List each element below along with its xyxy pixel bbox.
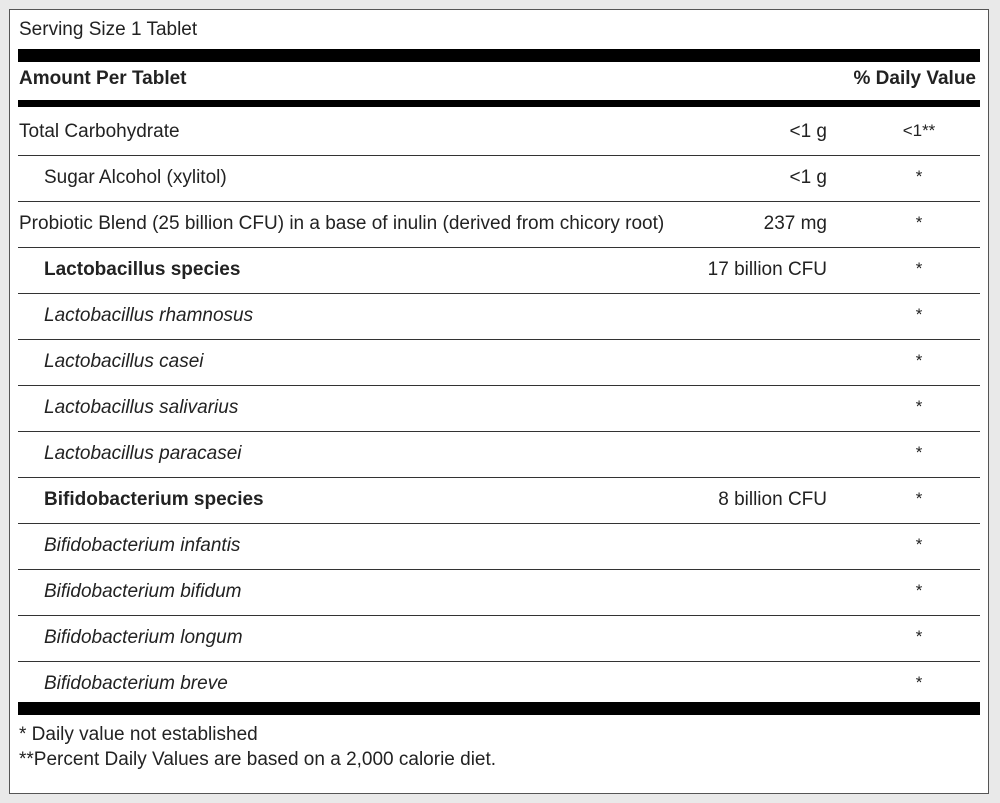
nutrient-daily-value: * bbox=[915, 673, 923, 692]
nutrient-name: Lactobacillus paracasei bbox=[44, 443, 242, 464]
nutrient-name: Bifidobacterium bifidum bbox=[44, 581, 242, 602]
nutrient-name: Lactobacillus salivarius bbox=[44, 397, 239, 418]
top-divider-bar bbox=[18, 49, 980, 62]
nutrient-amount: 17 billion CFU bbox=[707, 259, 827, 280]
footnote-calorie-diet: **Percent Daily Values are based on a 2,000 calorie diet. bbox=[19, 749, 497, 770]
table-row bbox=[18, 386, 980, 432]
table-row bbox=[18, 524, 980, 570]
nutrient-amount: 237 mg bbox=[763, 213, 827, 234]
nutrient-name: Probiotic Blend (25 billion CFU) in a base of inulin (derived from chicory root) bbox=[19, 213, 665, 234]
nutrient-name: Lactobacillus species bbox=[44, 259, 241, 280]
nutrient-amount: <1 g bbox=[789, 121, 827, 142]
footnotes bbox=[19, 722, 496, 772]
header-divider-bar bbox=[18, 100, 980, 107]
table-header bbox=[19, 67, 976, 97]
nutrient-name: Bifidobacterium infantis bbox=[44, 535, 241, 556]
nutrient-name: Total Carbohydrate bbox=[19, 121, 180, 142]
supplement-facts-panel bbox=[9, 9, 989, 794]
table-row bbox=[18, 156, 980, 202]
nutrient-daily-value: * bbox=[915, 167, 923, 186]
nutrient-daily-value: * bbox=[915, 259, 923, 278]
nutrient-daily-value: * bbox=[915, 489, 923, 508]
table-row bbox=[18, 570, 980, 616]
nutrient-daily-value: * bbox=[915, 443, 923, 462]
table-row bbox=[18, 432, 980, 478]
nutrient-daily-value: * bbox=[915, 213, 923, 232]
table-row bbox=[18, 248, 980, 294]
table-row bbox=[18, 202, 980, 248]
daily-value-header: % Daily Value bbox=[853, 68, 976, 89]
table-row bbox=[18, 616, 980, 662]
table-row bbox=[18, 478, 980, 524]
amount-per-tablet-header: Amount Per Tablet bbox=[19, 68, 187, 89]
nutrient-daily-value: * bbox=[915, 351, 923, 370]
table-row bbox=[18, 110, 980, 156]
nutrient-name: Bifidobacterium species bbox=[44, 489, 264, 510]
table-row bbox=[18, 340, 980, 386]
table-row bbox=[18, 294, 980, 340]
nutrient-daily-value: * bbox=[915, 305, 923, 324]
nutrient-daily-value: * bbox=[915, 581, 923, 600]
nutrient-daily-value: <1** bbox=[902, 121, 936, 140]
nutrient-name: Lactobacillus casei bbox=[44, 351, 204, 372]
nutrient-name: Lactobacillus rhamnosus bbox=[44, 305, 254, 326]
nutrient-rows bbox=[18, 110, 980, 708]
footnote-daily-value-not-established: * Daily value not established bbox=[19, 724, 258, 745]
bottom-divider-bar bbox=[18, 702, 980, 715]
nutrient-daily-value: * bbox=[915, 627, 923, 646]
nutrient-name: Bifidobacterium longum bbox=[44, 627, 243, 648]
nutrient-name: Sugar Alcohol (xylitol) bbox=[44, 167, 227, 188]
nutrient-daily-value: * bbox=[915, 397, 923, 416]
nutrient-daily-value: * bbox=[915, 535, 923, 554]
nutrient-name: Bifidobacterium breve bbox=[44, 673, 228, 694]
nutrient-amount: <1 g bbox=[789, 167, 827, 188]
serving-size: Serving Size 1 Tablet bbox=[19, 19, 198, 40]
nutrient-amount: 8 billion CFU bbox=[718, 489, 827, 510]
